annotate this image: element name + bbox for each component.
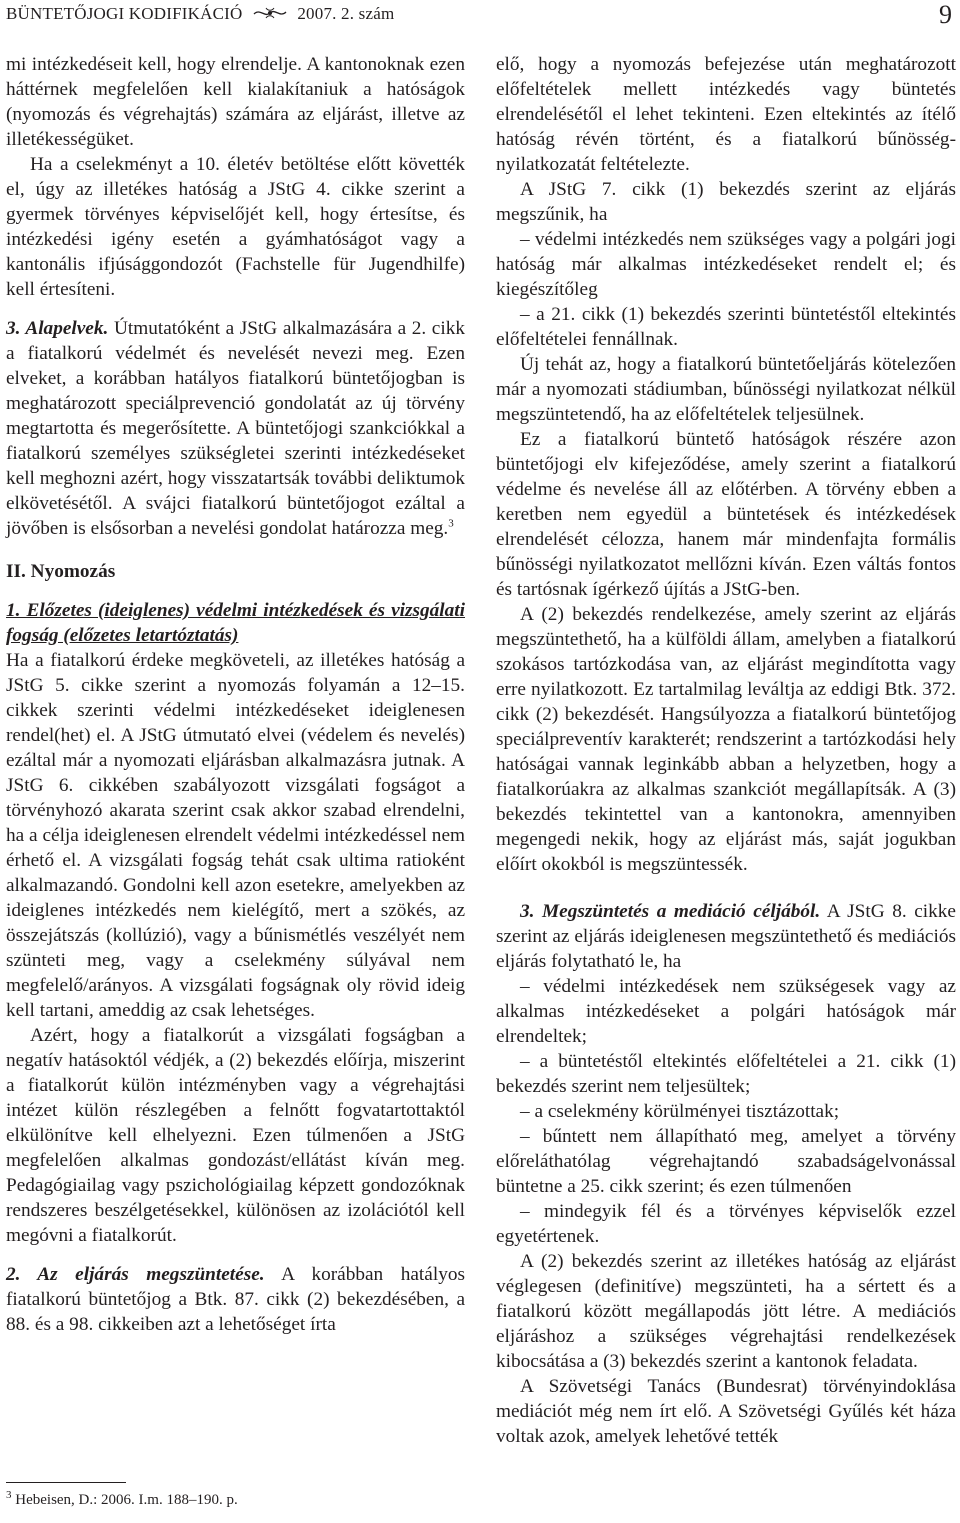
- section-mediacio: [496, 899, 956, 974]
- paragraph: A JStG 7. cikk (1) bekezdés szerint az eljárás megszűnik, ha: [496, 179, 956, 225]
- paragraph: Azért, hogy a fiatalkorút a vizsgálati fogságban a negatív hatásoktól védjék, a (2) bekezdés előírja, miszerint a fiatalkorút külön intézményben vagy a végrehajtási intézet külön részlegében a felnőtt fogvatartottaktól elkülönítve kell elhelyezni. Ezen túlmenően a JStG megfelelően alkalmas gondozást/ellátást kíván meg. Pedagógiailag vagy pszichológiailag képzett gondozóknak rendszeres beszélgetésekkel, különösen az izolációtól kell megóvni a fiatalkorút.: [6, 1025, 465, 1246]
- paragraph: A (2) bekezdés szerint az illetékes hatóság az eljárást véglegesen (definitíve) megszünteti, ha a sértett és a fiatalkorú között megállapodás jött létre. A mediációs eljáráshoz a szükséges végrehajtási rendelkezések kibocsátása a (3) bekezdés szerint a kantonok feladata.: [496, 1251, 956, 1372]
- left-column: [6, 52, 465, 1337]
- list-item: – a cselekmény körülményei tisztázottak;: [520, 1101, 840, 1122]
- chapter-heading: II. Nyomozás: [6, 561, 116, 582]
- paragraph: Ha a cselekményt a 10. életév betöltése előtt követték el, úgy az illetékes hatóság a JStG 4. cikke szerint a gyermek törvényes képviselőjét kell, hogy értesítse, és intézkedési igény esetén a gyámhatóságot vagy a kantonális ifjúsággondozót (Fachstelle für Jugendhilfe) kell értesíteni.: [6, 154, 465, 300]
- section-title: 3. Alapelvek.: [6, 318, 109, 339]
- section-text: A korábban hatályos fiatalkorú büntetőjog a Btk. 87. cikk (2) bekezdésében, a 88. és a 98. cikkeiben azt a lehetőséget írta: [6, 1264, 465, 1335]
- paragraph: mi intézkedéseit kell, hogy elrendelje. A kantonoknak ezen háttérnek megfelelően kell kialakítaniuk a hatóságok (nyomozás és végrehajtás) számára az eljárást, illetve az illetékességüket.: [6, 54, 465, 150]
- footnote-ref: 3: [448, 517, 454, 530]
- section-text: Útmutatóként a JStG alkalmazására a 2. cikk a fiatalkorú védelmét és nevelését nevezi meg. Ezen elveket, a korábban hatályos fiatalkorú büntetőjogban is meghatározott speciálprevenció gondolatát az új törvény megtartotta és megerősítette. A büntetőjogi szankciókkal a fiatalkorú személyes szükségletei szerinti intézkedéseket kell meghozni azért, hogy visszatartsák további deliktumok elkövetésétől. A svájci fiatalkorú büntetőjogot ezáltal a jövőben is elsősorban a nevelési gondolat határozza meg.: [6, 318, 466, 539]
- section-text: A JStG 8. cikke szerint az eljárás ideiglenesen megszüntethető és mediációs eljárás folytatható le, ha: [496, 901, 956, 972]
- section-title: 1. Előzetes (ideiglenes) védelmi intézkedések és vizsgálati fogság (előzetes letartóztatás): [6, 600, 465, 646]
- list-item: – a büntetéstől eltekintés előfeltételei a 21. cikk (1) bekezdés szerint nem teljesültek;: [496, 1051, 956, 1097]
- section-alapelvek: [6, 316, 465, 541]
- journal-header: [6, 4, 394, 26]
- running-header: [6, 0, 952, 34]
- section-megszuntetes: [6, 1262, 465, 1337]
- footnote-rule: [6, 1482, 126, 1483]
- paragraph: A (2) bekezdés rendelkezése, amely szerint az eljárás megszüntethető, ha a külföldi állam, amelyben a fiatalkorú szokásos tartózkodása van, az eljárást megindította vagy erre nyilatkozott. Ez tartalmilag leváltja az eddigi Btk. 372. cikk (2) bekezdését. Hangsúlyozza a fiatalkorú büntetőjog speciálpreventív karakterét; rendszerint a tartózkodási hely hatóságai vannak leginkább abban a helyzetben, hogy a fiatalkorúakra az alkalmas szankciót megállapítsák. A (3) bekezdés tekintettel van a kantonokra, amennyiben megengedi nekik, hogy az eljárást más, saját jogukban előírt okokból is megszüntessék.: [496, 604, 956, 875]
- list-item: – védelmi intézkedések nem szükségesek vagy az alkalmas intézkedéseket a polgári hatóságok már elrendeltek;: [496, 976, 956, 1047]
- paragraph: elő, hogy a nyomozás befejezése után meghatározott előfeltételek mellett intézkedés vagy büntetés elrendelésétől el lehet tekinteni. Ezen eltekintés az ítélő hatóság révén történt, és a fiatalkorú bűnösség-nyilatkozatát feltételezte.: [496, 54, 956, 175]
- list-item: – védelmi intézkedés nem szükséges vagy a polgári jogi hatóság már alkalmas intézkedéseket rendelt el; és kiegészítőleg: [496, 229, 956, 300]
- journal-title: BÜNTETŐJOGI KODIFIKÁCIÓ: [6, 4, 243, 23]
- paragraph: A Szövetségi Tanács (Bundesrat) törvényindoklása mediációt még nem írt elő. A Szövetségi Gyűlés két háza voltak azok, amelyek lehetővé tették: [496, 1376, 956, 1447]
- paragraph: Ez a fiatalkorú büntető hatóságok részére azon büntetőjogi elv kifejeződése, amely szerint a fiatalkorú védelme és nevelése áll az előtérben. A törvény ebben a keretben nem egyedül a büntetések és intézkedések elrendelését célozza, hanem már mindenfajta formális bűnösségi nyilatkozatot mellőzni kíván. Ezen váltás fontos és tartósnak ígérkező újítás a JStG-ben.: [496, 429, 956, 600]
- paragraph: Ha a fiatalkorú érdeke megköveteli, az illetékes hatóság a JStG 5. cikke szerint a nyomozás folyamán a 12–15. cikkek szerinti védelmi intézkedéseket ideiglenesen rendel(het) el. A JStG útmutató elvei (védelem és nevelés) ezáltal már a nyomozati eljárásban alkalmazásra jutnak. A JStG 6. cikkében szabályozott vizsgálati fogságot a törvényhozó akarata szerint csak akkor szabad elrendelni, ha a célja ideiglenesen elrendelt védelmi intézkedéssel nem érhető el. A vizsgálati fogság tehát csak ultima ratioként alkalmazandó. Gondolni kell azon esetekre, amelyekben az ideiglenes intézkedés nem kielégítő, mert a szökés, az összejátszás (kollúzió), vagy a bűnismétlés veszélyét nem szünteti meg, vagy a cselekmény súlyával nem megfelelő/arányos. A vizsgálati fogságnak oly rövid ideig kell tartani, ameddig az csak lehetséges.: [6, 650, 465, 1021]
- section-title: 2. Az eljárás megszüntetése.: [6, 1264, 265, 1285]
- page-number: 9: [939, 0, 952, 29]
- section-title: 3. Megszüntetés a mediáció céljából.: [520, 901, 821, 922]
- footnote: [6, 1490, 465, 1510]
- list-item: – mindegyik fél és a törvényes képviselők ezzel egyetértenek.: [496, 1201, 956, 1247]
- list-item: – a 21. cikk (1) bekezdés szerinti büntetéstől eltekintés előfeltételei fennállnak.: [496, 304, 956, 350]
- right-column: [496, 52, 956, 1449]
- footnote-mark: 3: [6, 1489, 12, 1501]
- fleuron-icon: [253, 5, 287, 26]
- paragraph: Új tehát az, hogy a fiatalkorú büntetőeljárás kötelezően már a nyomozati stádiumban, bűnösségi nyilatkozat nélkül megszüntetendő, ha az előfeltételek teljesülnek.: [496, 354, 956, 425]
- list-item: – bűntett nem állapítható meg, amelyet a törvény előreláthatólag végrehajtandó szabadságelvonással büntetne a 25. cikk szerint; és ezen túlmenően: [496, 1126, 956, 1197]
- issue-label: 2007. 2. szám: [297, 4, 395, 23]
- footnote-text: Hebeisen, D.: 2006. I.m. 188–190. p.: [11, 1492, 238, 1508]
